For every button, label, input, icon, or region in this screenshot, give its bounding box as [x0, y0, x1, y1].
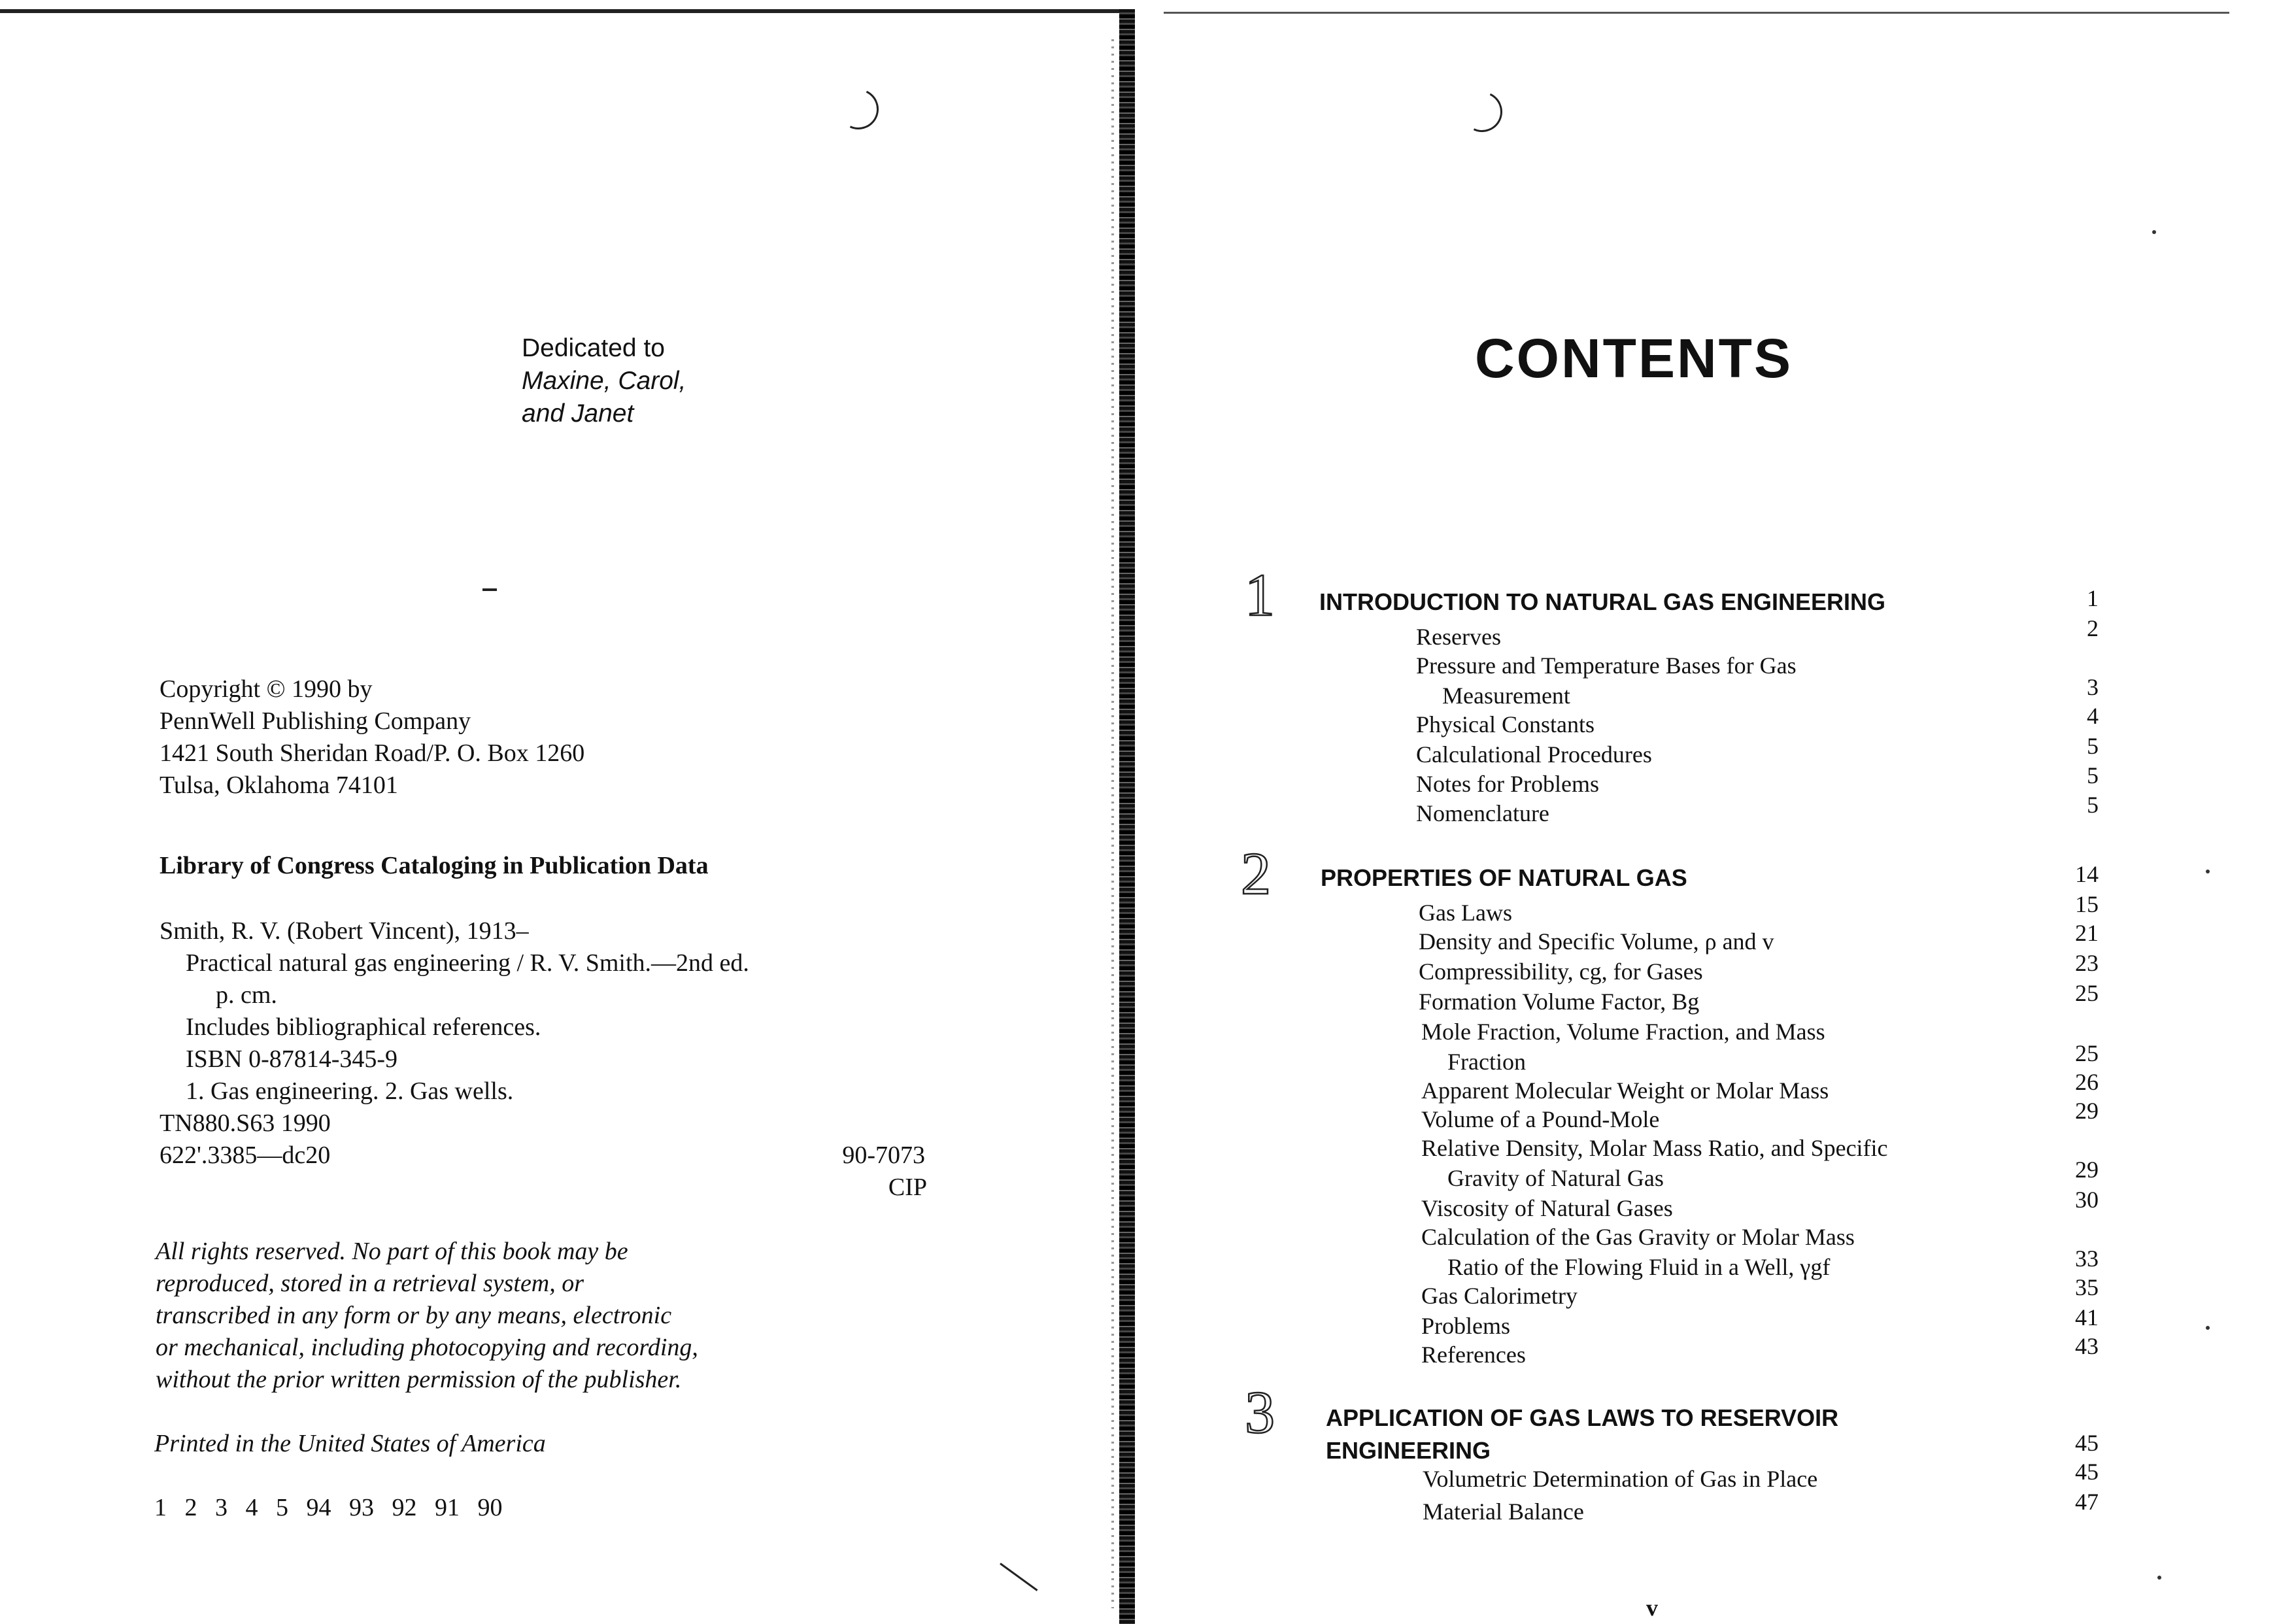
toc-page: 5: [2087, 792, 2099, 818]
toc-entry: References: [1421, 1342, 1526, 1368]
toc-entry: Apparent Molecular Weight or Molar Mass: [1421, 1077, 1829, 1104]
toc-entry: Calculation of the Gas Gravity or Molar Mass: [1421, 1224, 1855, 1250]
toc-page: 29: [2075, 1157, 2099, 1183]
cip-bibliography: Includes bibliographical references.: [186, 1013, 541, 1041]
rights-line: transcribed in any form or by any means, electronic: [156, 1302, 672, 1329]
page-title: CONTENTS: [1475, 328, 1793, 389]
page-number: v: [1646, 1595, 1658, 1621]
chapter-page: 1: [2087, 585, 2099, 611]
toc-entry: Pressure and Temperature Bases for Gas: [1416, 652, 1797, 679]
toc-entry: Volume of a Pound-Mole: [1421, 1106, 1660, 1132]
toc-entry: Gas Calorimetry: [1421, 1283, 1578, 1309]
rights-line: All rights reserved. No part of this book may be: [156, 1238, 628, 1265]
cip-author: Smith, R. V. (Robert Vincent), 1913–: [160, 917, 529, 945]
toc-entry: Mole Fraction, Volume Fraction, and Mass: [1421, 1019, 1825, 1045]
toc-entry: Compressibility, cg, for Gases: [1419, 958, 1703, 985]
cip-pages: p. cm.: [216, 981, 277, 1009]
toc-page: 45: [2075, 1459, 2099, 1485]
toc-entry: Notes for Problems: [1416, 771, 1599, 797]
scan-speck: [2206, 1326, 2210, 1330]
toc-page: 3: [2087, 674, 2099, 700]
spine-shadow: [1111, 39, 1114, 1608]
cip-subjects: 1. Gas engineering. 2. Gas wells.: [186, 1077, 514, 1105]
toc-entry: Fraction: [1447, 1049, 1526, 1075]
chapter-number: 1: [1245, 562, 1275, 628]
punch-hole: [1456, 86, 1508, 137]
toc-page: 29: [2075, 1098, 2099, 1124]
toc-page: 41: [2075, 1304, 2099, 1330]
printed-in: Printed in the United States of America: [154, 1430, 546, 1457]
rights-line: reproduced, stored in a retrieval system, or: [156, 1270, 584, 1297]
cip-block: [160, 915, 944, 1204]
toc-page: 5: [2087, 762, 2099, 788]
toc-entry: Nomenclature: [1416, 800, 1549, 826]
book-spine: [1119, 9, 1135, 1624]
toc-entry: Gas Laws: [1419, 900, 1512, 926]
cip-label: CIP: [888, 1174, 927, 1201]
cataloging-heading: Library of Congress Cataloging in Publication Data: [160, 852, 709, 879]
toc-page: 25: [2075, 980, 2099, 1006]
toc-entry: Reserves: [1416, 624, 1501, 650]
publisher-address: 1421 South Sheridan Road/P. O. Box 1260: [160, 739, 585, 767]
scan-speck: [2157, 1576, 2161, 1580]
toc-page: 2: [2087, 615, 2099, 641]
printing-line: 1 2 3 4 5 94 93 92 91 90: [154, 1494, 503, 1521]
toc-entry: Gravity of Natural Gas: [1447, 1165, 1664, 1191]
cip-lccn: 90-7073: [842, 1142, 925, 1169]
scan-edge-line: [0, 9, 1124, 13]
toc-page: 4: [2087, 703, 2099, 729]
publisher-city: Tulsa, Oklahoma 74101: [160, 771, 398, 799]
toc-page: 35: [2075, 1274, 2099, 1300]
dedication-line: Maxine, Carol,: [522, 367, 686, 395]
toc-page: 5: [2087, 733, 2099, 759]
toc-entry: Relative Density, Molar Mass Ratio, and Specific: [1421, 1135, 1888, 1161]
cip-call-number: TN880.S63 1990: [160, 1109, 331, 1137]
toc-page: 25: [2075, 1040, 2099, 1066]
punch-hole: [832, 83, 884, 135]
scan-speck: [2206, 870, 2210, 873]
rights-line: or mechanical, including photocopying and recording,: [156, 1334, 698, 1361]
toc-entry: Formation Volume Factor, Bg: [1419, 989, 1700, 1015]
scan-mark: [1000, 1563, 1038, 1591]
toc-page: 30: [2075, 1187, 2099, 1213]
scan-speck: [2152, 230, 2156, 234]
chapter-title: INTRODUCTION TO NATURAL GAS ENGINEERING: [1319, 588, 1886, 615]
cip-label-row: [160, 1172, 927, 1204]
toc-entry: Viscosity of Natural Gases: [1421, 1195, 1673, 1221]
toc-entry: Measurement: [1442, 683, 1570, 709]
toc-entry: Density and Specific Volume, ρ and v: [1419, 928, 1774, 955]
chapter-page: 45: [2075, 1430, 2099, 1456]
dedication: [522, 332, 686, 430]
toc-page: 26: [2075, 1069, 2099, 1095]
toc-page: 47: [2075, 1489, 2099, 1515]
chapter-page: 14: [2075, 861, 2099, 887]
toc-entry: Problems: [1421, 1313, 1511, 1339]
toc-page: 43: [2075, 1333, 2099, 1359]
publisher-name: PennWell Publishing Company: [160, 707, 471, 735]
toc-entry: Physical Constants: [1416, 711, 1595, 737]
cip-dewey: 622'.3385—dc20: [160, 1142, 331, 1169]
chapter-number: 2: [1241, 840, 1271, 907]
dedication-line: and Janet: [522, 399, 634, 428]
chapter-number: 3: [1245, 1379, 1275, 1446]
copyright-line: Copyright © 1990 by: [160, 675, 373, 703]
cip-title: Practical natural gas engineering / R. V. Smith.—2nd ed.: [186, 949, 749, 977]
rights-notice: [156, 1236, 698, 1396]
toc-entry: Volumetric Determination of Gas in Place: [1423, 1466, 1818, 1492]
chapter-title: PROPERTIES OF NATURAL GAS: [1321, 864, 1687, 891]
chapter-title: ENGINEERING: [1326, 1437, 1491, 1464]
dedication-line: Dedicated to: [522, 334, 665, 362]
copyright-block: [160, 673, 584, 802]
toc-page: 15: [2075, 891, 2099, 917]
cip-isbn: ISBN 0-87814-345-9: [186, 1045, 398, 1073]
chapter-title: APPLICATION OF GAS LAWS TO RESERVOIR: [1326, 1404, 1839, 1431]
toc-entry: Calculational Procedures: [1416, 741, 1652, 768]
toc-entry: Material Balance: [1423, 1498, 1584, 1525]
toc-page: 23: [2075, 950, 2099, 976]
rights-line: without the prior written permission of the publisher.: [156, 1366, 682, 1393]
toc-entry: Ratio of the Flowing Fluid in a Well, γgf: [1447, 1254, 1831, 1280]
separator-dash: [482, 588, 497, 591]
toc-page: 21: [2075, 920, 2099, 946]
scan-edge-line: [1164, 12, 2229, 14]
toc-page: 33: [2075, 1245, 2099, 1272]
cip-dewey-row: [160, 1140, 924, 1172]
